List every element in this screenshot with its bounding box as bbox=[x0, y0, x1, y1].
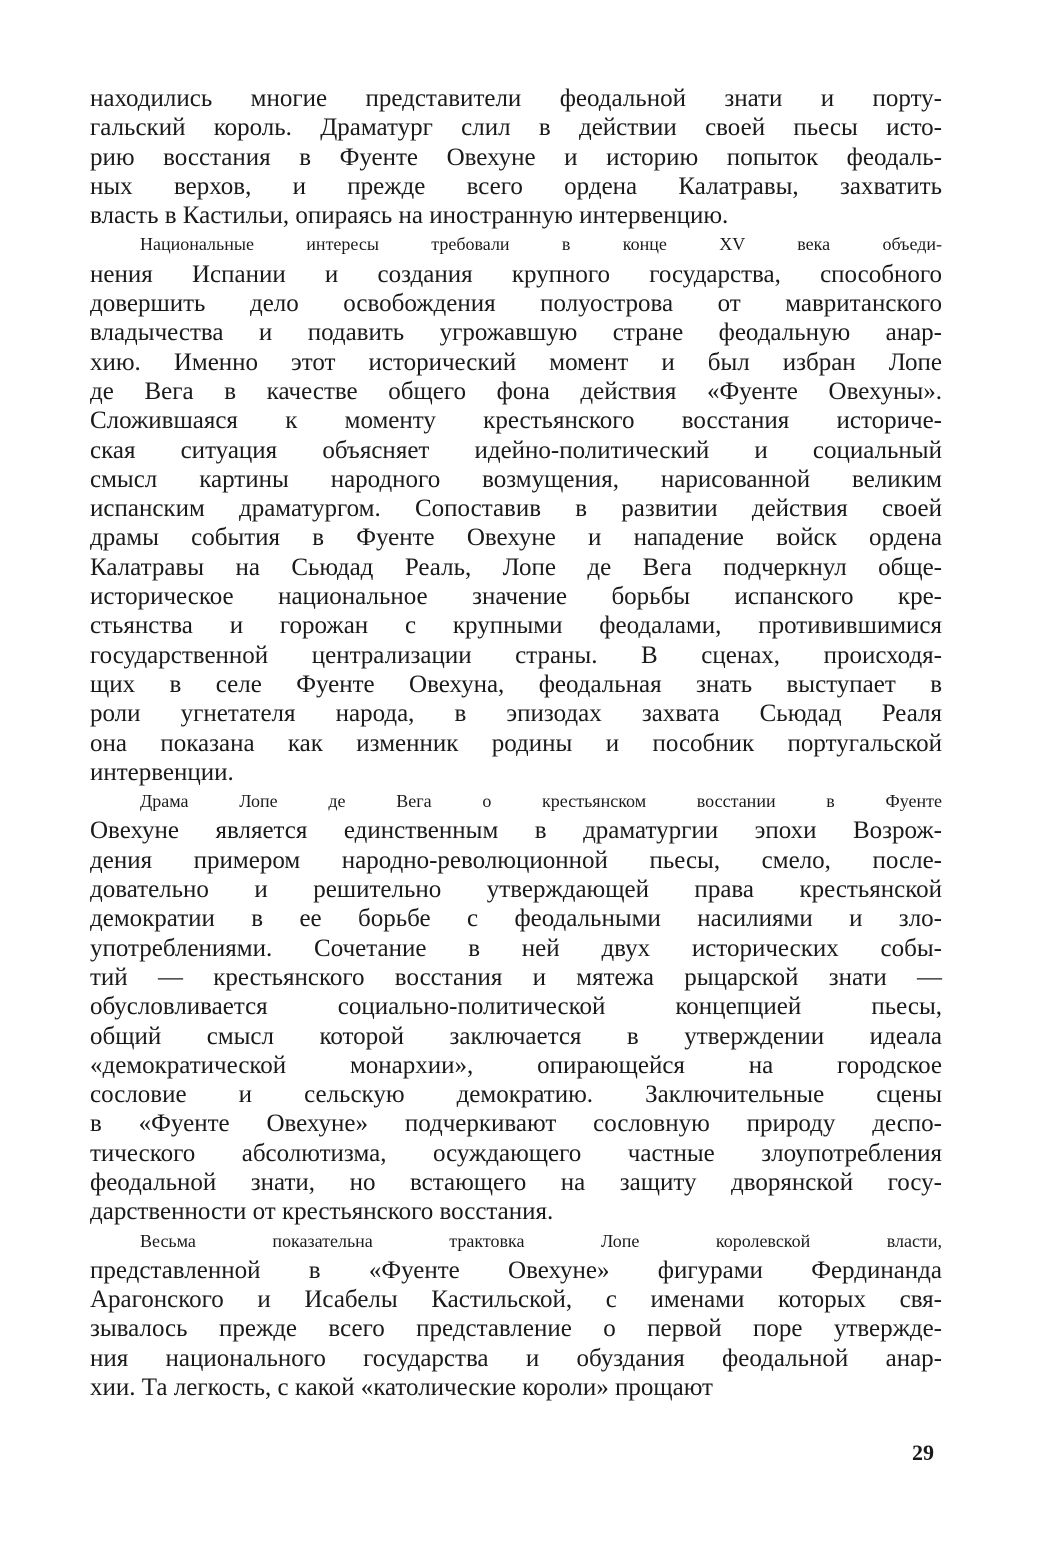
text-line: хии. Та легкость, с какой «католические короли» прощают bbox=[90, 1374, 713, 1402]
text-line: смысл картины народного возмущения, нарисованной великим bbox=[90, 465, 942, 493]
text-line: стьянства и горожан с крупными феодалами, противившимися bbox=[90, 612, 942, 640]
text-line: общий смысл которой заключается в утверждении идеала bbox=[90, 1022, 942, 1050]
text-line: Весьма показательна трактовка Лопе королевской власти, bbox=[140, 1230, 942, 1251]
text-line: роли угнетателя народа, в эпизодах захвата Сьюдад Реаля bbox=[90, 700, 942, 728]
text-line: ская ситуация объясняет идейно-политический и социальный bbox=[90, 436, 942, 464]
text-line: она показана как изменник родины и пособник португальской bbox=[90, 729, 942, 757]
paragraph bbox=[90, 787, 942, 1226]
text-line: довершить дело освобождения полуострова от мавританского bbox=[90, 290, 942, 318]
text-line: тий — крестьянского восстания и мятежа рыцарской знати — bbox=[90, 963, 942, 991]
text-line: Овехуне является единственным в драматургии эпохи Возрож- bbox=[90, 817, 942, 845]
text-line: Драма Лопе де Вега о крестьянском восстании в Фуенте bbox=[140, 791, 942, 812]
text-line: щих в селе Фуенте Овехуна, феодальная знать выступает в bbox=[90, 670, 942, 698]
text-line: довательно и решительно утверждающей права крестьянской bbox=[90, 876, 942, 904]
text-line: употреблениями. Сочетание в ней двух исторических собы- bbox=[90, 934, 942, 962]
text-line: рию восстания в Фуенте Овехуне и историю попыток феодаль- bbox=[90, 143, 942, 171]
text-line: феодальной знати, но встающего на защиту дворянской госу- bbox=[90, 1168, 942, 1196]
paragraph bbox=[90, 84, 942, 230]
text-line: в «Фуенте Овехуне» подчеркивают сословную природу деспо- bbox=[90, 1110, 942, 1138]
text-line: гальский король. Драматург слил в действии своей пьесы исто- bbox=[90, 114, 942, 142]
text-line: владычества и подавить угрожавшую стране феодальную анар- bbox=[90, 319, 942, 347]
text-line: находились многие представители феодальной знати и порту- bbox=[90, 85, 942, 112]
text-line: Национальные интересы требовали в конце XV века объеди- bbox=[140, 234, 942, 255]
text-line: представленной в «Фуенте Овехуне» фигурами Фердинанда bbox=[90, 1256, 942, 1284]
text-line: «демократической монархии», опирающейся на городское bbox=[90, 1051, 942, 1079]
text-line: интервенции. bbox=[90, 758, 234, 786]
text-line: драмы события в Фуенте Овехуне и нападение войск ордена bbox=[90, 524, 942, 552]
text-line: сословие и сельскую демократию. Заключительные сцены bbox=[90, 1081, 942, 1109]
text-line: дарственности от крестьянского восстания. bbox=[90, 1198, 554, 1226]
text-line: испанским драматургом. Сопоставив в развитии действия своей bbox=[90, 495, 942, 523]
text-line: государственной централизации страны. В сценах, происходя- bbox=[90, 641, 942, 669]
text-line: ния национального государства и обуздания феодальной анар- bbox=[90, 1344, 942, 1372]
text-line: обусловливается социально-политической концепцией пьесы, bbox=[90, 993, 942, 1021]
text-line: Арагонского и Исабелы Кастильской, с именами которых свя- bbox=[90, 1286, 942, 1314]
text-line: нения Испании и создания крупного государства, способного bbox=[90, 260, 942, 288]
text-line: ных верхов, и прежде всего ордена Калатравы, захватить bbox=[90, 172, 942, 200]
paragraph bbox=[90, 1227, 942, 1403]
text-line: Сложившаяся к моменту крестьянского восстания историче- bbox=[90, 407, 942, 435]
page-body bbox=[90, 84, 942, 1402]
text-line: хию. Именно этот исторический момент и был избран Лопе bbox=[90, 348, 942, 376]
paragraph bbox=[90, 230, 942, 787]
text-line: де Вега в качестве общего фона действия «Фуенте Овехуны». bbox=[90, 377, 942, 405]
text-line: зывалось прежде всего представление о первой поре утвержде- bbox=[90, 1315, 942, 1343]
text-line: власть в Кастильи, опираясь на иностранную интервенцию. bbox=[90, 202, 729, 230]
text-line: тического абсолютизма, осуждающего частные злоупотребления bbox=[90, 1139, 942, 1167]
text-line: историческое национальное значение борьбы испанского кре- bbox=[90, 583, 942, 611]
text-line: демократии в ее борьбе с феодальными насилиями и зло- bbox=[90, 905, 942, 933]
text-line: Калатравы на Сьюдад Реаль, Лопе де Вега подчеркнул обще- bbox=[90, 553, 942, 581]
text-line: дения примером народно-революционной пьесы, смело, после- bbox=[90, 846, 942, 874]
page-number: 29 bbox=[912, 1440, 934, 1465]
